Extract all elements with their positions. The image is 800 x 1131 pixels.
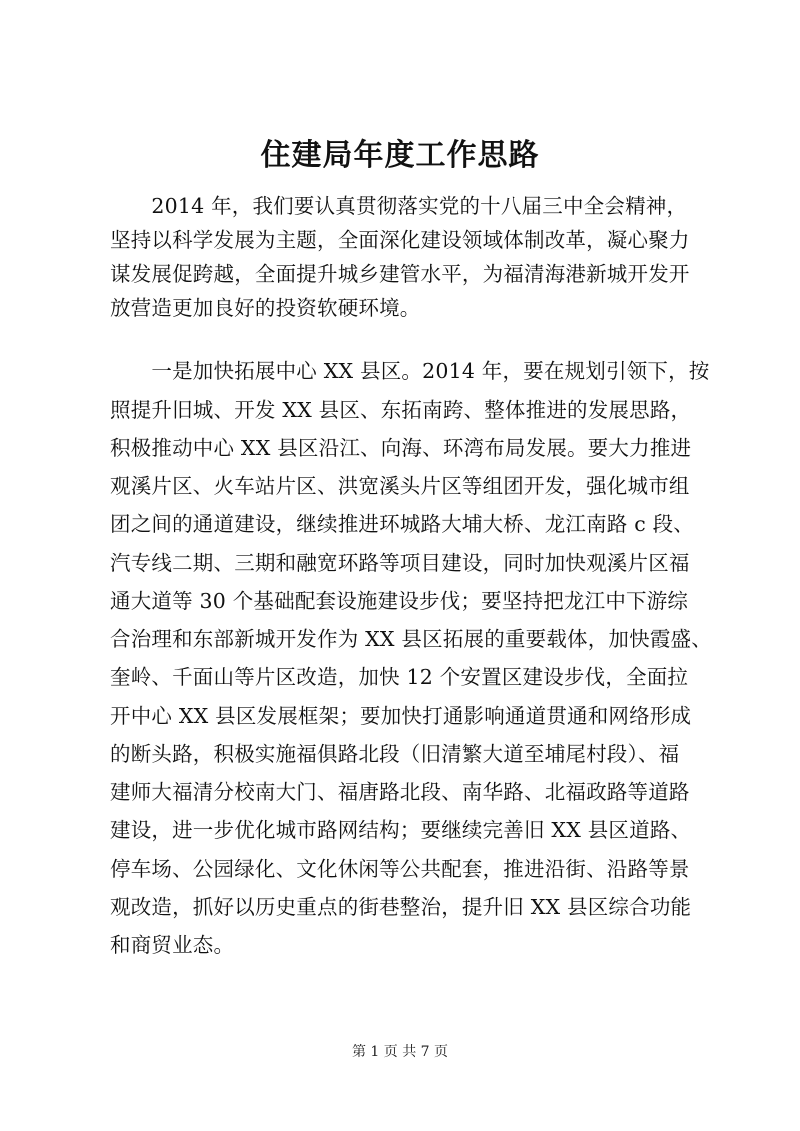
paragraph-1-line-2: 坚持以科学发展为主题，全面深化建设领域体制改革，凝心聚力: [110, 228, 690, 252]
paragraph-2-line-15: 观改造，抓好以历史重点的街巷整治，提升旧 XX 县区综合功能: [110, 895, 692, 919]
document-title: 住建局年度工作思路: [260, 138, 540, 173]
page-footer: 第 1 页 共 7 页: [351, 1044, 449, 1060]
paragraph-2-line-11: 的断头路，积极实施福俱路北段（旧清繁大道至埔尾村段）、福: [110, 742, 680, 766]
paragraph-2-line-1: 一是加快拓展中心 XX 县区。2014 年，要在规划引领下，按: [110, 359, 710, 383]
paragraph-1-line-3: 谋发展促跨越，全面提升城乡建管水平，为福清海港新城开发开: [110, 262, 690, 286]
paragraph-2-line-16: 和商贸业态。: [110, 933, 235, 957]
paragraph-2-line-13: 建设，进一步优化城市路网结构；要继续完善旧 XX 县区道路、: [110, 818, 692, 842]
paragraph-2-line-10: 开中心 XX 县区发展框架；要加快打通影响通道贯通和网络形成: [110, 704, 692, 728]
paragraph-2-line-8: 合治理和东部新城开发作为 XX 县区拓展的重要载体，加快霞盛、: [110, 627, 712, 651]
paragraph-2-line-6: 汽专线二期、三期和融宽环路等项目建设，同时加快观溪片区福: [110, 551, 690, 575]
paragraph-2-line-7: 通大道等 30 个基础配套设施建设步伐；要坚持把龙江中下游综: [110, 589, 689, 613]
paragraph-1-line-1: 2014 年，我们要认真贯彻落实党的十八届三中全会精神，: [110, 194, 688, 218]
paragraph-2-line-9: 奎岭、千面山等片区改造，加快 12 个安置区建设步伐，全面拉: [110, 665, 689, 689]
paragraph-2-line-3: 积极推动中心 XX 县区沿江、向海、环湾布局发展。要大力推进: [110, 436, 692, 460]
paragraph-1-line-4: 放营造更加良好的投资软硬环境。: [110, 296, 421, 320]
paragraph-2-line-12: 建师大福清分校南大门、福唐路北段、南华路、北福政路等道路: [110, 780, 690, 804]
paragraph-2-line-2: 照提升旧城、开发 XX 县区、东拓南跨、整体推进的发展思路，: [110, 398, 692, 422]
paragraph-2-line-14: 停车场、公园绿化、文化休闲等公共配套，推进沿街、沿路等景: [110, 857, 690, 881]
paragraph-2-line-4: 观溪片区、火车站片区、洪宽溪头片区等组团开发，强化城市组: [110, 474, 690, 498]
paragraph-2-line-5: 团之间的通道建设，继续推进环城路大埔大桥、龙江南路 c 段、: [110, 512, 695, 536]
